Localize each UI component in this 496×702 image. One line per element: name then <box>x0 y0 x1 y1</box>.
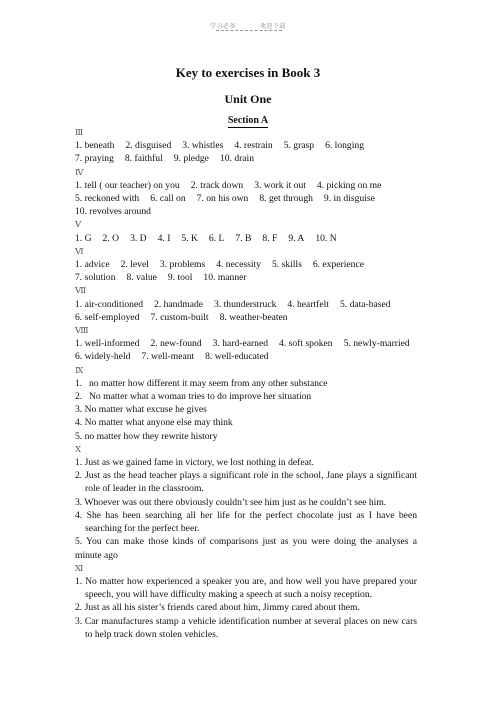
unit-title: Unit One <box>224 92 272 106</box>
answer-item: 9. pledge <box>173 153 209 165</box>
answer-item: 9. tool <box>167 272 193 284</box>
exercise-9 <box>75 364 417 443</box>
exercise-6-line-1 <box>75 258 417 271</box>
answer-item: 10. drain <box>219 153 255 165</box>
answer-item: 2. track down <box>190 179 244 191</box>
answer-item: 7. solution <box>75 272 116 284</box>
exercise-6-label: Ⅵ <box>75 245 84 256</box>
answer-item: 2. level <box>120 259 149 271</box>
answer-item: 7. praying <box>75 153 114 165</box>
exercise-10-item-4: 4. She has been searching all her life for the perfect chocolate just as I have been searching for the perfect beer. <box>75 509 417 535</box>
answer-item: 8. F <box>262 232 278 244</box>
exercise-7 <box>75 284 417 324</box>
answer-item: 2. new-found <box>150 338 202 350</box>
answer-item: 3. D <box>130 232 147 244</box>
answer-item: 4. necessity <box>216 259 261 271</box>
header-dashed-rule <box>216 30 282 31</box>
exercise-4-line-1 <box>75 179 417 192</box>
exercise-4-line-2 <box>75 192 417 205</box>
answer-item: 3. whistles <box>182 140 224 152</box>
answer-item: 1. air-conditioned <box>75 298 144 310</box>
exercise-9-item-2 <box>75 390 417 403</box>
book-title: Key to exercises in Book 3 <box>175 65 321 80</box>
item-number: 1. <box>75 377 83 389</box>
answer-item: 7. custom-built <box>150 311 209 323</box>
exercise-10-item-2: 2. Just as the head teacher plays a significant role in the school, Jane plays a significant role of leader in the classroom. <box>75 470 417 495</box>
exercise-6-line-2 <box>75 271 417 284</box>
answer-item: 2. O <box>102 232 120 244</box>
answer-item: 7. well-meant <box>141 351 195 363</box>
answer-item: 8. value <box>126 272 157 284</box>
answer-item: 4. heartfelt <box>287 298 329 310</box>
exercise-4-line-3 <box>75 205 417 218</box>
exercise-11-label: Ⅺ <box>75 562 84 573</box>
exercise-7-label: Ⅶ <box>75 285 87 296</box>
answer-item: 1. G <box>75 232 92 244</box>
exercise-3 <box>75 126 417 166</box>
answer-item: 6. widely-held <box>75 351 131 363</box>
exercise-10-item-3: 3. Whoever was out there obviously couldn’t see him just as he couldn’t see him. <box>75 496 387 508</box>
answer-item: 1. beneath <box>75 140 115 152</box>
exercise-8-label: Ⅷ <box>75 325 89 336</box>
exercise-6 <box>75 245 417 285</box>
exercise-8 <box>75 324 417 364</box>
item-number: 2. <box>75 391 83 403</box>
exercise-7-line-2 <box>75 311 417 324</box>
exercise-11-item-3: 3. Car manufactures stamp a vehicle identification number at several places on new cars to help track down stolen vehicles. <box>75 615 417 640</box>
answer-item: 1. advice <box>75 259 110 271</box>
answer-item: 8. faithful <box>124 153 163 165</box>
exercise-3-line-2 <box>75 152 417 165</box>
answer-item: 5. reckoned with <box>75 193 140 205</box>
exercise-9-label: Ⅸ <box>75 364 84 375</box>
exercise-8-line-1 <box>75 337 417 350</box>
answer-item: 9. in disguise <box>323 193 375 205</box>
answer-item: 1. well-informed <box>75 338 140 350</box>
item-text: No matter what a woman tries to do improve her situation <box>89 391 312 403</box>
exercise-11 <box>75 562 417 641</box>
answer-item: 10. N <box>315 232 337 244</box>
header-right-text: 欢迎下载 <box>260 23 287 30</box>
exercise-3-label: Ⅲ <box>75 127 84 137</box>
answer-item: 5. grasp <box>283 140 315 152</box>
answer-item: 3. problems <box>159 259 206 271</box>
answer-item: 4. picking on me <box>316 179 382 191</box>
exercise-10-label: Ⅹ <box>75 443 82 454</box>
exercise-3-line-1 <box>75 139 417 152</box>
answer-item: 4. soft spoken <box>279 338 333 350</box>
answer-item: 2. handmade <box>154 298 204 310</box>
exercise-5 <box>75 218 417 244</box>
answer-item: 3. work it out <box>254 179 306 191</box>
exercise-9-item-3: 3. No matter what excuse he gives <box>75 404 207 416</box>
answer-item: 6. L <box>208 232 225 244</box>
answer-item: 10. manner <box>203 272 247 284</box>
answer-content <box>75 126 417 641</box>
answer-item: 5. K <box>181 232 198 244</box>
exercise-9-item-4: 4. No matter what anyone else may think <box>75 417 233 429</box>
answer-item: 3. thunderstruck <box>214 298 277 310</box>
page-header <box>0 20 496 33</box>
answer-item: 8. weather-beaten <box>219 311 288 323</box>
answer-item: 8. well-educated <box>205 351 269 363</box>
answer-item: 6. longing <box>325 140 364 152</box>
section-title-text: Section A <box>227 115 269 126</box>
exercise-11-item-1: 1. No matter how experienced a speaker you are, and how well you have prepared your speech, you will have difficulty making a speech at such a noisy reception. <box>75 575 417 601</box>
answer-item: 8. get through <box>259 193 313 205</box>
exercise-9-item-5: 5. no matter how they rewrite history <box>75 430 218 442</box>
answer-item: 5. skills <box>271 259 302 271</box>
answer-item: 2. disguised <box>125 140 172 152</box>
answer-item: 6. call on <box>150 193 186 205</box>
exercise-4 <box>75 166 417 219</box>
exercise-7-line-1 <box>75 298 417 311</box>
answer-item: 6. experience <box>312 259 364 271</box>
exercise-5-label: Ⅴ <box>75 219 82 230</box>
exercise-9-item-1 <box>75 377 417 390</box>
exercise-4-label: Ⅳ <box>75 166 84 177</box>
exercise-10-item-5: 5. You can make those kinds of comparisons just as you were doing the analyses a minute ago <box>75 536 417 561</box>
answer-item: 4. restrain <box>234 140 273 152</box>
answer-item: 10. revolves around <box>75 206 151 218</box>
answer-item: 7. on his own <box>196 193 249 205</box>
exercise-5-line-1 <box>75 232 417 245</box>
answer-item: 6. self-employed <box>75 311 140 323</box>
exercise-11-item-2: 2. Just as all his sister’s friends cared about him, Jimmy cared about them. <box>75 602 360 614</box>
header-left-text: 学习必备 <box>209 23 236 30</box>
answer-item: 4. I <box>157 232 171 244</box>
exercise-10-item-1: 1. Just as we gained fame in victory, we lost nothing in defeat. <box>75 457 314 469</box>
answer-item: 3. hard-earned <box>212 338 269 350</box>
answer-item: 1. tell ( our teacher) on you <box>75 179 180 191</box>
answer-item: 9. A <box>288 232 305 244</box>
answer-item: 5. newly-married <box>343 338 410 350</box>
answer-item: 7. B <box>235 232 252 244</box>
exercise-8-line-2 <box>75 350 417 363</box>
exercise-10 <box>75 443 417 562</box>
item-text: no matter how different it may seem from any other substance <box>89 377 328 389</box>
answer-item: 5. data-based <box>339 298 391 310</box>
